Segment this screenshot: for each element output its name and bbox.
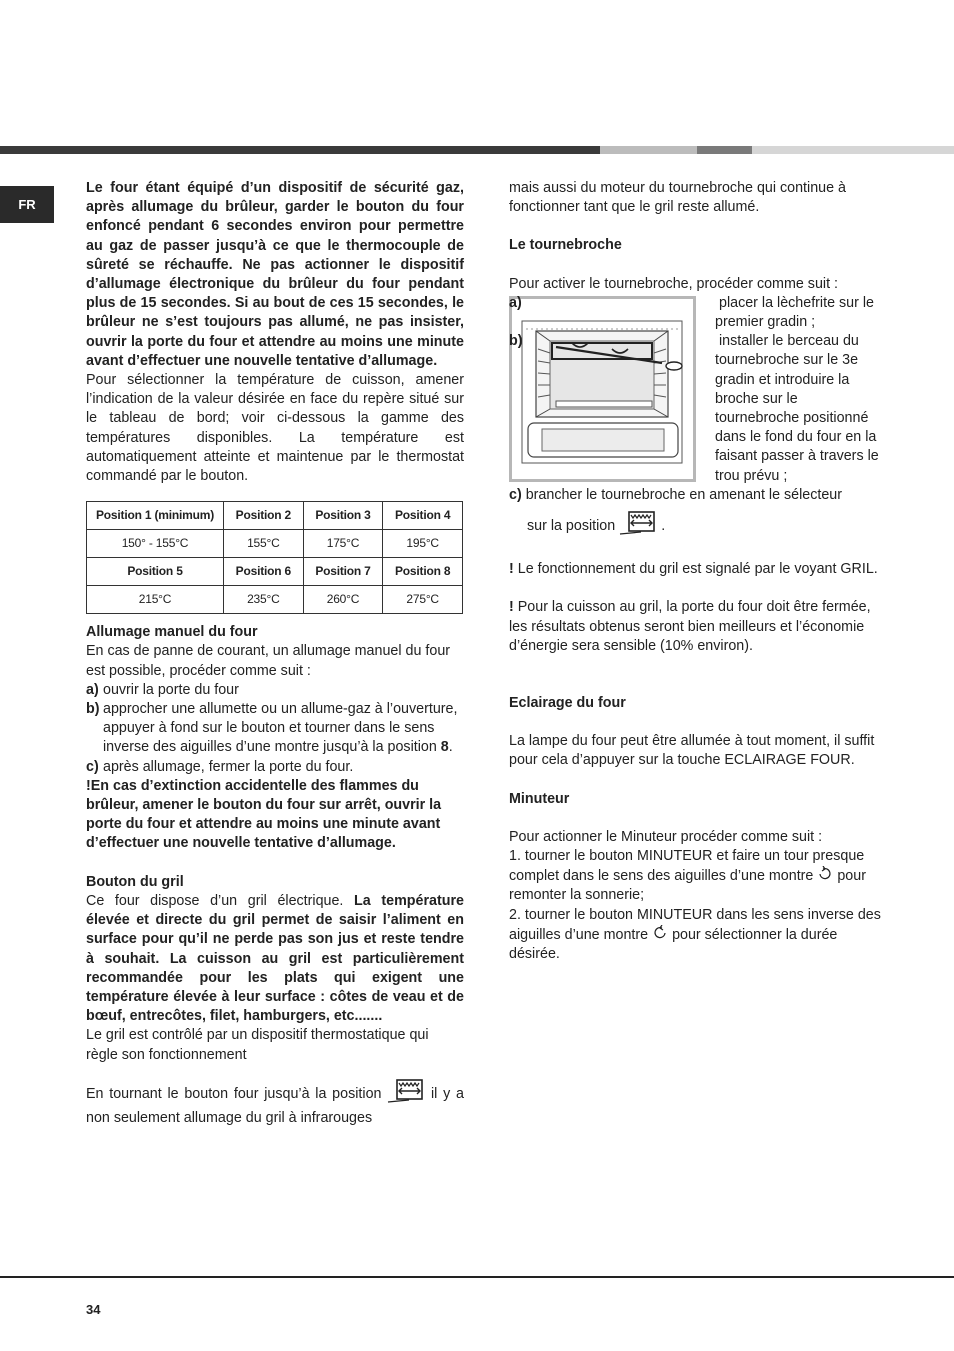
spit-continuation: mais aussi du moteur du tournebroche qui continue à fonctionner tant que le gril reste allumé. <box>509 180 846 216</box>
step-b: b) approcher une allumette ou un allume-gaz à l’ouverture, appuyer à fond sur le bouton et tourner dans le sens inverse des aiguilles d’une montre jusqu’à la position 8. <box>86 701 458 756</box>
spit-step-a <box>509 294 884 332</box>
timer-step-text: pour sélectionner la durée désirée. <box>509 926 838 963</box>
table-cell: 195°C <box>383 530 463 558</box>
table-cell: 150° - 155°C <box>87 530 224 558</box>
temperature-table <box>86 501 463 614</box>
lighting-title: Eclairage du four <box>509 695 626 712</box>
temperature-intro: Pour sélectionner la température de cuisson, amener l’indication de la valeur désirée en face du repère situé sur le tableau de bord; voir ci-dessous la gamme des températures disponibles. La température est automatiquement atteinte et maintenue par le thermostat commandé par le bouton. <box>86 372 464 485</box>
timer-step-text: pour remonter la sonnerie; <box>509 868 866 904</box>
manual-ignition-intro: En cas de panne de courant, un allumage manuel du four est possible, procéder comme suit : <box>86 643 451 679</box>
position-text: sur la position <box>527 517 616 534</box>
table-cell: 260°C <box>303 586 383 614</box>
spit-step-c <box>509 486 884 505</box>
table-row <box>87 502 463 530</box>
spit-title: Le tournebroche <box>509 237 622 254</box>
table-cell: 175°C <box>303 530 383 558</box>
language-tab: FR <box>0 186 54 223</box>
grill-spit-icon <box>619 511 657 541</box>
note-mark: ! <box>509 599 514 616</box>
step-label: a) <box>509 294 522 311</box>
table-cell: Position 5 <box>87 558 224 586</box>
step-text: ouvrir la porte du four <box>103 681 239 698</box>
step-label: c) <box>509 486 522 503</box>
counterclockwise-icon <box>652 925 668 945</box>
step-text: placer la lèchefrite sur le premier gradin ; <box>715 294 874 331</box>
table-row <box>87 558 463 586</box>
grill-title: Bouton du gril <box>86 873 184 890</box>
table-row <box>87 530 463 558</box>
table-cell: 215°C <box>87 586 224 614</box>
page-number: 34 <box>86 1302 101 1317</box>
note-mark: ! <box>509 561 514 578</box>
header-bar-segment <box>0 146 600 154</box>
grill-description <box>86 892 464 1026</box>
timer-step-text: 2. tourner le bouton MINUTEUR dans les sens inverse des aiguilles d’une montre <box>509 906 881 943</box>
spit-step-c-position <box>509 511 884 541</box>
note-text: Le fonctionnement du gril est signalé par le voyant GRIL. <box>517 561 878 578</box>
table-cell: Position 6 <box>224 558 304 586</box>
header-bar-segment <box>600 146 697 154</box>
table-row <box>87 586 463 614</box>
step-a <box>86 681 464 700</box>
right-column <box>509 179 884 964</box>
table-cell: Position 8 <box>383 558 463 586</box>
table-cell: 235°C <box>224 586 304 614</box>
lighting-text: La lampe du four peut être allumée à tout moment, il suffit pour cela d’appuyer sur la touche ECLAIRAGE FOUR. <box>509 733 875 769</box>
note-text: Pour la cuisson au gril, la porte du four doit être fermée, les résultats obtenus seront bien meilleurs et l’économie d’énergie sera sensible (10% environ). <box>509 599 871 654</box>
grill-spit-icon <box>387 1079 425 1109</box>
grill-indicator-note <box>509 560 884 579</box>
step-text: installer le berceau du tournebroche sur le 3e gradin et introduire la broche sur le tournebroche positionné dans le fond du four en la faisant passer à travers le trou prévu ; <box>715 333 879 484</box>
step-text: brancher le tournebroche en amenant le sélecteur <box>525 486 843 503</box>
table-cell: 275°C <box>383 586 463 614</box>
timer-intro: Pour actionner le Minuteur procéder comme suit : <box>509 828 823 845</box>
grill-bold-text: La température élevée et directe du gril permet de saisir l’aliment en surface pour qu’il ne perde pas son jus et reste tendre à souhait. La cuisson au gril est particulièrement recommandée pour les plats qui exigent une température élevée à leur surface : côtes de veau et de bœuf, entrecôtes, filet, hamburgers, etc....... <box>86 892 464 1025</box>
step-c <box>86 758 464 777</box>
step-text: après allumage, fermer la porte du four. <box>103 758 354 775</box>
table-cell: 155°C <box>224 530 304 558</box>
step-text: approcher une allumette ou un allume-gaz à l’ouverture, appuyer à fond sur le bouton et tourner dans le sens inverse des aiguilles d’une montre jusqu’à la position <box>103 701 458 756</box>
header-bar <box>0 146 954 154</box>
table-cell: Position 1 (minimum) <box>87 502 224 530</box>
spit-intro: Pour activer le tournebroche, procéder comme suit : <box>509 275 838 292</box>
table-cell: Position 4 <box>383 502 463 530</box>
timer-title: Minuteur <box>509 790 570 807</box>
position-number: 8 <box>440 739 449 756</box>
grill-turn-text <box>86 1079 464 1128</box>
header-bar-segment <box>697 146 752 154</box>
footer-rule <box>0 1276 954 1278</box>
table-cell: Position 7 <box>303 558 383 586</box>
spit-step-b <box>509 332 884 486</box>
safety-warning: Le four étant équipé d’un dispositif de sécurité gaz, après allumage du brûleur, garder le bouton du four enfoncé pendant 6 secondes environ pour permettre au gaz de passer jusqu’à ce que le thermocouple de sûreté se réchauffe. Ne pas actionner le dispositif d’allumage électronique du brûleur du four pendant plus de 15 secondes. Si au bout de ces 15 secondes, le brûleur ne s’est toujours pas allumé, ne pas insister, ouvrir la porte du four et attendre au moins une minute avant d’effectuer une nouvelle tentative d’allumage. <box>86 180 464 369</box>
grill-thermostat: Le gril est contrôlé par un dispositif thermostatique qui règle son fonctionnement <box>86 1027 429 1063</box>
grill-intro: Ce four dispose d’un gril électrique. <box>86 892 344 909</box>
flame-warning: !En cas d’extinction accidentelle des flammes du brûleur, amener le bouton du four sur arrêt, ouvrir la porte du four et attendre au moins une minute avant d’effectuer une nouvelle tentative d’allumage. <box>86 777 442 852</box>
grill-turn-pre: En tournant le bouton four jusqu’à la position <box>86 1085 382 1102</box>
grill-turn-post: il y a non seulement allumage du gril à infrarouges <box>86 1085 464 1126</box>
manual-ignition-title: Allumage manuel du four <box>86 624 258 641</box>
clockwise-icon <box>817 866 833 886</box>
step-label: c) <box>86 758 99 775</box>
table-cell: Position 3 <box>303 502 383 530</box>
grill-door-note <box>509 598 884 656</box>
left-column <box>86 179 464 1128</box>
header-bar-segment <box>752 146 954 154</box>
timer-step-text: 1. tourner le bouton MINUTEUR et faire un tour presque complet dans le sens des aiguilles d’une montre <box>509 848 865 885</box>
spit-steps <box>509 294 884 486</box>
position-suffix: . <box>661 517 666 534</box>
step-label: b) <box>86 701 100 718</box>
step-label: a) <box>86 681 99 698</box>
table-cell: Position 2 <box>224 502 304 530</box>
timer-step-2 <box>509 906 884 965</box>
timer-step-1 <box>509 847 884 906</box>
step-label: b) <box>509 333 523 350</box>
